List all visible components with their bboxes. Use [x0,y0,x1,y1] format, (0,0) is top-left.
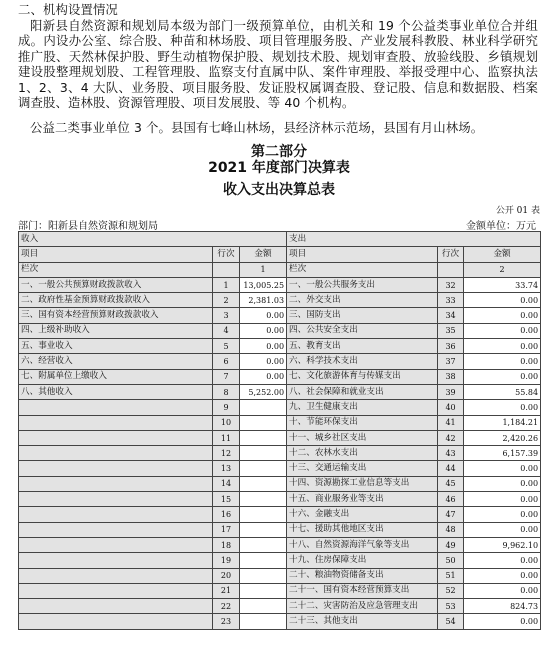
income-item-header: 项目 [19,247,213,262]
expense-amount-cell: 0.00 [464,323,541,338]
expense-seq-cell: 44 [438,461,464,476]
table-header-section [19,232,541,247]
expense-amount-cell: 0.00 [464,476,541,491]
expense-item-cell: 十、节能环保支出 [287,415,438,430]
income-amount-cell [240,568,287,583]
income-item-cell [19,614,213,629]
income-seq-blank [213,262,240,277]
income-amount-cell [240,446,287,461]
income-amount-cell: 0.00 [240,354,287,369]
table-row [19,507,541,522]
expense-amount-cell: 0.00 [464,293,541,308]
expense-item-cell: 十八、自然资源海洋气象等支出 [287,537,438,552]
income-amount-cell: 13,005.25 [240,277,287,292]
expense-amount-cell: 0.00 [464,339,541,354]
expense-item-cell: 十五、商业服务业等支出 [287,492,438,507]
income-item-cell: 五、事业收入 [19,339,213,354]
income-amount-cell [240,553,287,568]
table-row [19,354,541,369]
report-year-title: 2021 年度部门决算表 [208,160,350,176]
income-seq-cell: 13 [213,461,240,476]
income-seq-cell: 18 [213,537,240,552]
table-row [19,369,541,384]
income-item-cell [19,507,213,522]
expense-seq-cell: 40 [438,400,464,415]
expense-amount-cell: 0.00 [464,507,541,522]
expense-seq-cell: 35 [438,323,464,338]
table-row [19,492,541,507]
expense-item-cell: 十二、农林水支出 [287,446,438,461]
expense-amount-header: 金额 [464,247,541,262]
income-column-number: 1 [240,262,287,277]
expense-item-cell: 九、卫生健康支出 [287,400,438,415]
table-row [19,293,541,308]
table-row [19,277,541,292]
table-row [19,400,541,415]
expense-item-cell: 六、科学技术支出 [287,354,438,369]
expense-amount-cell: 9,962.10 [464,537,541,552]
expense-amount-cell: 0.00 [464,568,541,583]
income-amount-cell: 0.00 [240,369,287,384]
expense-seq-blank [438,262,464,277]
expense-item-cell: 八、社会保障和就业支出 [287,384,438,399]
income-item-cell [19,461,213,476]
expense-amount-cell: 0.00 [464,492,541,507]
income-item-cell: 六、经营收入 [19,354,213,369]
expense-seq-cell: 41 [438,415,464,430]
income-seq-cell: 12 [213,446,240,461]
expense-item-cell: 五、教育支出 [287,339,438,354]
income-seq-cell: 22 [213,599,240,614]
expense-amount-cell: 2,420.26 [464,430,541,445]
expense-seq-cell: 43 [438,446,464,461]
income-item-cell [19,492,213,507]
income-item-cell: 八、其他收入 [19,384,213,399]
income-seq-cell: 9 [213,400,240,415]
income-expense-table [18,231,541,630]
amount-unit-label: 金额单位：万元 [466,221,536,232]
section-heading: 二、机构设置情况 [18,2,118,17]
expense-amount-cell: 0.00 [464,400,541,415]
table-row [19,614,541,629]
expense-seq-cell: 50 [438,553,464,568]
income-item-cell [19,476,213,491]
expense-item-cell: 三、国防支出 [287,308,438,323]
income-seq-header: 行次 [213,247,240,262]
expense-amount-cell: 0.00 [464,369,541,384]
table-row [19,599,541,614]
income-seq-cell: 11 [213,430,240,445]
income-item-cell: 七、附属单位上缴收入 [19,369,213,384]
part-title: 第二部分 [251,144,307,160]
expense-seq-cell: 37 [438,354,464,369]
expense-amount-cell: 0.00 [464,583,541,598]
expense-item-cell: 四、公共安全支出 [287,323,438,338]
expense-seq-cell: 54 [438,614,464,629]
income-seq-cell: 19 [213,553,240,568]
expense-seq-cell: 48 [438,522,464,537]
income-item-cell: 一、一般公共预算财政拨款收入 [19,277,213,292]
income-amount-cell [240,461,287,476]
income-header: 收入 [19,232,287,247]
table-row [19,430,541,445]
income-amount-cell [240,476,287,491]
income-item-cell [19,522,213,537]
table-row [19,323,541,338]
table-row [19,308,541,323]
income-seq-cell: 15 [213,492,240,507]
expense-amount-cell: 1,184.21 [464,415,541,430]
expense-item-cell: 二十二、灾害防治及应急管理支出 [287,599,438,614]
expense-amount-cell: 6,157.39 [464,446,541,461]
table-row [19,461,541,476]
income-amount-cell [240,430,287,445]
table-header-columns [19,247,541,262]
expense-amount-cell: 0.00 [464,354,541,369]
expense-seq-cell: 33 [438,293,464,308]
income-amount-cell [240,522,287,537]
expense-item-cell: 十三、交通运输支出 [287,461,438,476]
expense-item-cell: 七、文化旅游体育与传媒支出 [287,369,438,384]
income-item-cell [19,568,213,583]
expense-seq-cell: 45 [438,476,464,491]
expense-seq-cell: 36 [438,339,464,354]
table-row [19,415,541,430]
expense-item-cell: 十一、城乡社区支出 [287,430,438,445]
income-item-cell [19,400,213,415]
table-row [19,339,541,354]
expense-column-index-label: 栏次 [287,262,438,277]
expense-amount-cell: 824.73 [464,599,541,614]
income-amount-cell [240,537,287,552]
income-amount-cell: 5,252.00 [240,384,287,399]
expense-column-number: 2 [464,262,541,277]
income-amount-cell [240,415,287,430]
income-column-index-label: 栏次 [19,262,213,277]
income-seq-cell: 8 [213,384,240,399]
department-label: 部门：阳新县自然资源和规划局 [18,221,158,232]
income-amount-cell [240,614,287,629]
expense-item-cell: 十六、金融支出 [287,507,438,522]
org-description: 阳新县自然资源和规划局本级为部门一级预算单位，由机关和 19 个公益类事业单位合并组成。内设办公室、综合股、种苗和林场股、项目管理服务股、产业发展科教股、林业科学研究推广股、天然林保护股、野生动植物保护股、规划技术股、规划审查股、放验线股、乡镇规划建设股整理规划股、工程管理股、监察支付直属中队、案件审理股、举报受理中心、监察执法 1、2、3、4 大队、业务股、项目服务股、发证股权属调查股、登记股、信息和数据股、档案调查股、造林股、资源管理股、项目发展股、等 40 个机构。 [18,18,538,111]
table-row [19,522,541,537]
expense-seq-cell: 38 [438,369,464,384]
expense-seq-cell: 49 [438,537,464,552]
table-header-rownums [19,262,541,277]
expense-item-cell: 十九、住房保障支出 [287,553,438,568]
income-seq-cell: 3 [213,308,240,323]
table-row [19,553,541,568]
expense-header: 支出 [287,232,541,247]
income-amount-cell [240,583,287,598]
expense-item-cell: 二十三、其他支出 [287,614,438,629]
income-seq-cell: 23 [213,614,240,629]
expense-item-cell: 二十、粮油物资储备支出 [287,568,438,583]
income-item-cell [19,415,213,430]
income-item-cell: 四、上级补助收入 [19,323,213,338]
income-seq-cell: 21 [213,583,240,598]
expense-seq-cell: 53 [438,599,464,614]
income-amount-cell: 2,381.03 [240,293,287,308]
expense-seq-cell: 34 [438,308,464,323]
table-row [19,583,541,598]
expense-amount-cell: 33.74 [464,277,541,292]
income-amount-cell [240,400,287,415]
income-item-cell [19,537,213,552]
expense-seq-cell: 46 [438,492,464,507]
expense-seq-cell: 32 [438,277,464,292]
income-seq-cell: 10 [213,415,240,430]
expense-seq-header: 行次 [438,247,464,262]
income-amount-cell: 0.00 [240,323,287,338]
expense-seq-cell: 51 [438,568,464,583]
income-seq-cell: 4 [213,323,240,338]
income-item-cell [19,446,213,461]
form-number: 公开 01 表 [495,206,540,216]
income-amount-cell [240,599,287,614]
income-item-cell: 二、政府性基金预算财政拨款收入 [19,293,213,308]
expense-amount-cell: 0.00 [464,522,541,537]
income-seq-cell: 14 [213,476,240,491]
expense-amount-cell: 0.00 [464,614,541,629]
table-title: 收入支出决算总表 [223,182,335,198]
income-seq-cell: 5 [213,339,240,354]
income-seq-cell: 6 [213,354,240,369]
income-seq-cell: 16 [213,507,240,522]
expense-item-cell: 十四、资源勘探工业信息等支出 [287,476,438,491]
expense-seq-cell: 39 [438,384,464,399]
table-row [19,537,541,552]
income-amount-cell: 0.00 [240,339,287,354]
table-row [19,568,541,583]
income-seq-cell: 1 [213,277,240,292]
expense-item-cell: 二、外交支出 [287,293,438,308]
table-row [19,476,541,491]
income-seq-cell: 7 [213,369,240,384]
income-item-cell [19,430,213,445]
income-amount-cell [240,507,287,522]
expense-item-cell: 十七、援助其他地区支出 [287,522,438,537]
income-seq-cell: 17 [213,522,240,537]
table-row [19,446,541,461]
expense-amount-cell: 0.00 [464,461,541,476]
income-amount-cell: 0.00 [240,308,287,323]
income-seq-cell: 20 [213,568,240,583]
expense-seq-cell: 52 [438,583,464,598]
expense-amount-cell: 55.84 [464,384,541,399]
expense-amount-cell: 0.00 [464,553,541,568]
income-amount-cell [240,492,287,507]
public-units-note: 公益二类事业单位 3 个。县国有七峰山林场，县经济林示范场，县国有月山林场。 [30,120,484,135]
expense-seq-cell: 47 [438,507,464,522]
expense-item-cell: 二十一、国有资本经营预算支出 [287,583,438,598]
income-item-cell [19,599,213,614]
expense-item-cell: 一、一般公共服务支出 [287,277,438,292]
table-row [19,384,541,399]
expense-amount-cell: 0.00 [464,308,541,323]
income-item-cell: 三、国有资本经营预算财政拨款收入 [19,308,213,323]
expense-item-header: 项目 [287,247,438,262]
expense-seq-cell: 42 [438,430,464,445]
income-item-cell [19,583,213,598]
income-item-cell [19,553,213,568]
income-seq-cell: 2 [213,293,240,308]
income-amount-header: 金额 [240,247,287,262]
